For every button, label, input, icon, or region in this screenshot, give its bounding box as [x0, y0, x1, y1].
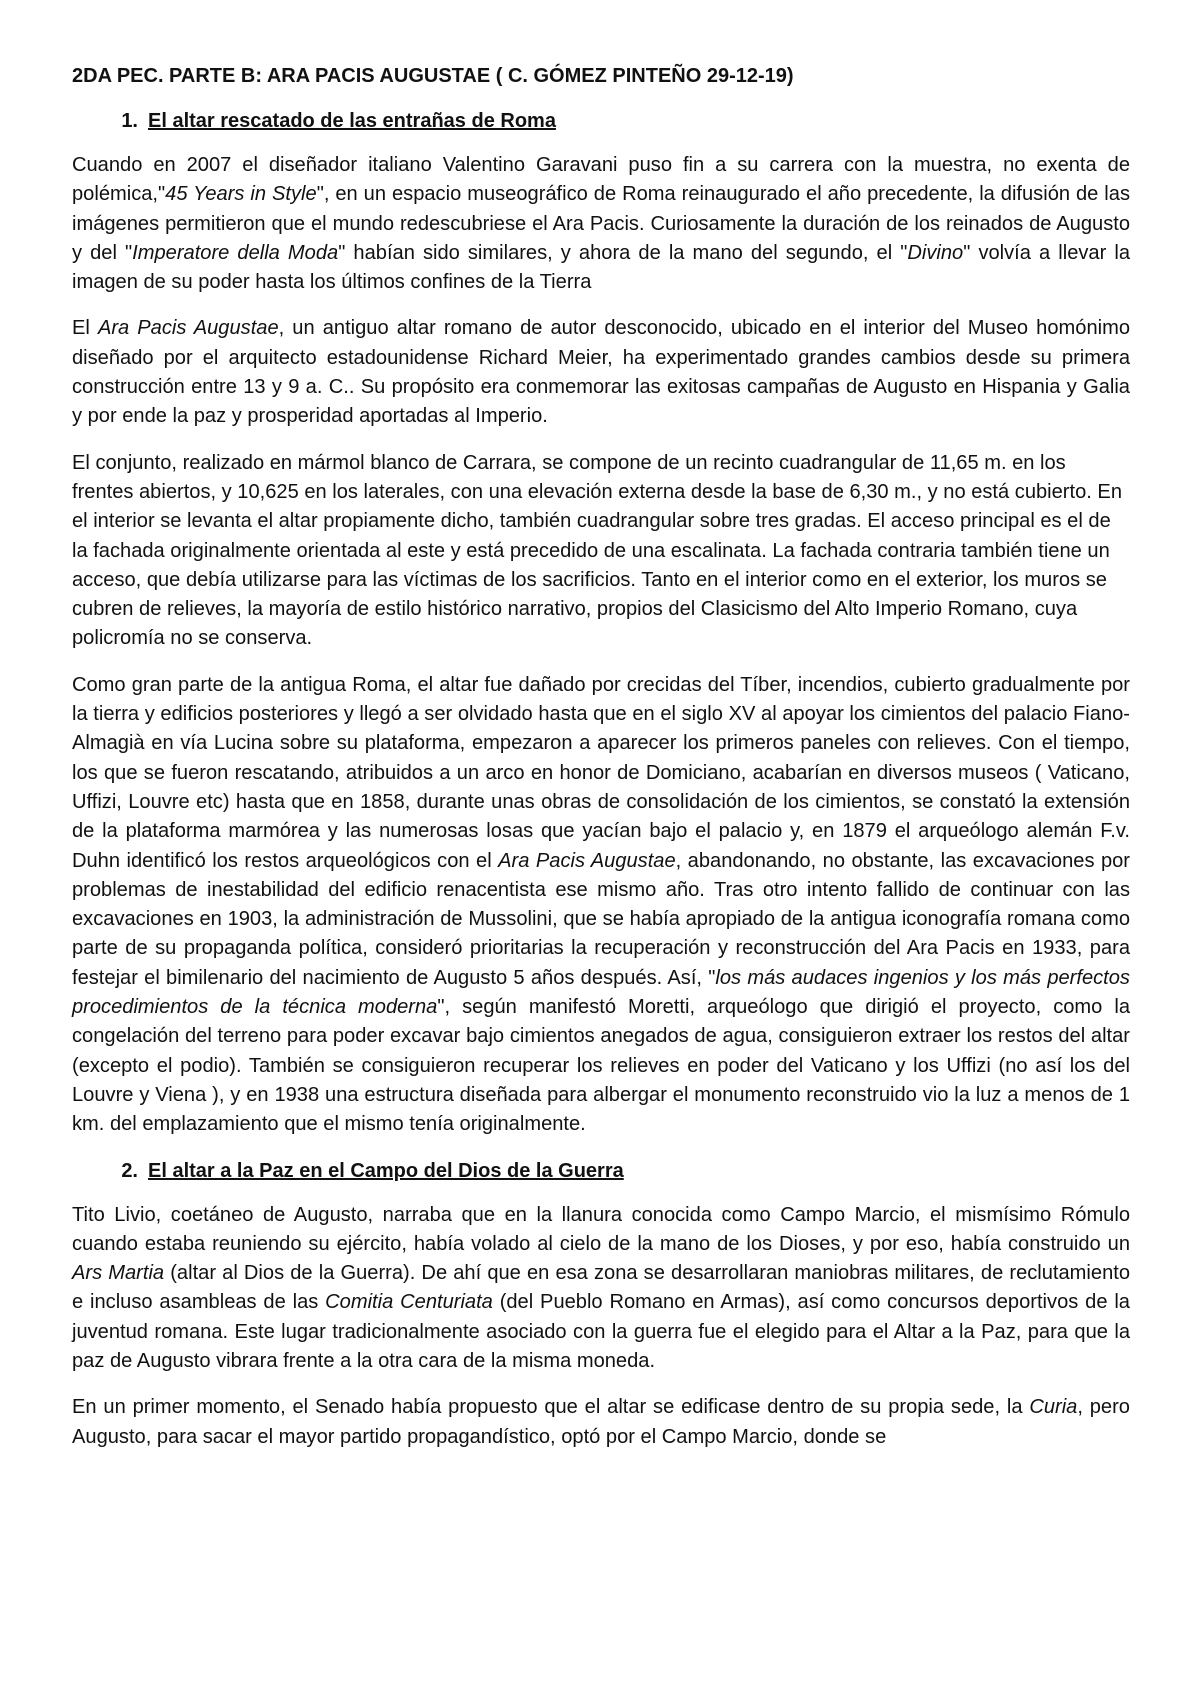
- section-1-paragraph-1: [72, 151, 1130, 297]
- italic-run: los más audaces ingenios y los más perfectos procedimientos de la técnica moderna: [72, 966, 1130, 1019]
- section-1-paragraph-3: El conjunto, realizado en mármol blanco de Carrara, se compone de un recinto cuadrangular de 11,65 m. en los frentes abiertos, y 10,625 en los laterales, con una elevación externa desde la base de 6,30 m., y no está cubierto. En el interior se levanta el altar propiamente dicho, también cuadrangular sobre tres gradas. El acceso principal es el de la fachada originalmente orientada al este y está precedido de una escalinata. La fachada contraria también tiene un acceso, que debía utilizarse para las víctimas de los sacrificios. Tanto en el interior como en el exterior, los muros se cubren de relieves, la mayoría de estilo histórico narrativo, propios del Clasicismo del Alto Imperio Romano, cuya policromía no se conserva.: [72, 451, 1122, 650]
- italic-run: Divino: [907, 241, 964, 264]
- text-run: , pero Augusto, para sacar el mayor partido propagandístico, optó por el Campo Marcio, donde se: [72, 1396, 1130, 1448]
- text-run: Como gran parte de la antigua Roma, el altar fue dañado por crecidas del Tíber, incendios, cubierto gradualmente por la tierra y edificios posteriores y llegó a ser olvidado hasta que en el siglo XV al apoyar los cimientos del palacio Fiano-Almagià en vía Lucina sobre su plataforma, empezaron a aparecer los primeros paneles con relieves. Con el tiempo, los que se fueron rescatando, atribuidos a un arco en honor de Domiciano, acabarían en diversos museos ( Vaticano, Uffizi, Louvre etc) hasta que en 1858, durante unas obras de consolidación de los cimientos, se constató la extensión de la plataforma marmórea y las numerosas losas que yacían bajo el palacio y, en 1879 el arqueólogo alemán F.v. Duhn identificó los restos arqueológicos con el: [72, 673, 1130, 872]
- text-run: En un primer momento, el Senado había propuesto que el altar se edificase dentro de su propia sede, la: [72, 1396, 1030, 1419]
- section-1-number: 1.: [121, 110, 138, 132]
- section-1-title: El altar rescatado de las entrañas de Roma: [148, 110, 556, 132]
- document-title: 2DA PEC. PARTE B: ARA PACIS AUGUSTAE ( C. GÓMEZ PINTEÑO 29-12-19): [72, 65, 794, 87]
- italic-run: Imperatore della Moda: [132, 241, 339, 264]
- italic-run: Comitia Centuriata: [325, 1291, 493, 1314]
- section-1-heading: [72, 107, 1130, 135]
- section-1-paragraph-4: [72, 671, 1130, 1140]
- text-run: " volvía a llevar la imagen de su poder hasta los últimos confines de la Tierra: [72, 241, 1130, 294]
- italic-run: 45 Years in Style: [165, 183, 317, 206]
- text-run: ", según manifestó Moretti, arqueólogo que dirigió el proyecto, como la congelación del terreno para poder excavar bajo cimientos anegados de agua, consiguieron extraer los restos del altar (excepto el podio). También se consiguieron recuperar los relieves en poder del Vaticano y los Uffizi (no así los del Louvre y Viena ), y en 1938 una estructura diseñada para albergar el monumento reconstruido vio la luz a menos de 1 km. del emplazamiento que el mismo tenía originalmente.: [72, 996, 1131, 1136]
- italic-run: Ara Pacis Augustae: [498, 849, 676, 872]
- section-2-paragraph-1: [72, 1201, 1130, 1377]
- italic-run: Curia: [1029, 1396, 1078, 1419]
- text-run: ", en un espacio museográfico de Roma reinaugurado el año precedente, la difusión de las imágenes permitieron que el mundo redescubriese el Ara Pacis. Curiosamente la duración de los reinados de Augusto y del ": [72, 183, 1130, 264]
- text-run: " habían sido similares, y ahora de la mano del segundo, el ": [338, 241, 908, 264]
- text-run: , un antiguo altar romano de autor desconocido, ubicado en el interior del Museo homónimo diseñado por el arquitecto estadounidense Richard Meier, ha experimentado grandes cambios desde su primera construcción entre 13 y 9 a. C.. Su propósito era conmemorar las exitosas campañas de Augusto en Hispania y Galia y por ende la paz y prosperidad aportadas al Imperio.: [72, 317, 1130, 428]
- text-run: El: [72, 317, 98, 340]
- text-run: Tito Livio, coetáneo de Augusto, narraba que en la llanura conocida como Campo Marcio, el mismísimo Rómulo cuando estaba reuniendo su ejército, había volado al cielo de la mano de los Dioses, y por eso, había construido un: [72, 1203, 1130, 1255]
- document-page: [72, 62, 1130, 1469]
- text-run: (altar al Dios de la Guerra). De ahí que en esa zona se desarrollaran maniobras militares, de reclutamiento e incluso asambleas de las: [72, 1262, 1130, 1314]
- section-1-paragraph-2: [72, 314, 1130, 431]
- section-2-number: 2.: [121, 1159, 138, 1182]
- section-2-title: El altar a la Paz en el Campo del Dios de la Guerra: [148, 1159, 624, 1182]
- section-2-paragraph-2: [72, 1393, 1130, 1452]
- italic-run: Ara Pacis Augustae: [97, 317, 279, 340]
- text-run: (del Pueblo Romano en Armas), así como concursos deportivos de la juventud romana. Este lugar tradicionalmente asociado con la guerra fue el elegido para el Altar a la Paz, para que la paz de Augusto vibrara frente a la otra cara de la misma moneda.: [72, 1291, 1130, 1372]
- text-run: Cuando en 2007 el diseñador italiano Valentino Garavani puso fin a su carrera con la muestra, no exenta de polémica,": [72, 154, 1130, 206]
- section-2-heading: [72, 1157, 1130, 1185]
- italic-run: Ars Martia: [72, 1262, 165, 1285]
- text-run: , abandonando, no obstante, las excavaciones por problemas de inestabilidad del edificio renacentista ese mismo año. Tras otro intento fallido de continuar con las excavaciones en 1903, la administración de Mussolini, que se había apropiado de la antigua iconografía romana como parte de su propaganda política, consideró prioritarias la recuperación y reconstrucción del Ara Pacis en 1933, para festejar el bimilenario del nacimiento de Augusto 5 años después. Así, ": [72, 849, 1131, 989]
